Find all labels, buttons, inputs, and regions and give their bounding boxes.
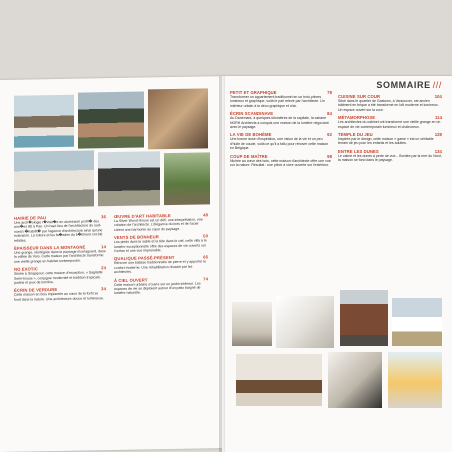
- photo-white-interior: [276, 296, 334, 348]
- book-gutter: [219, 76, 225, 452]
- entry-title: ÉCRIN SCANDINAVE: [230, 111, 274, 117]
- entry-text: Les architectes du cabinet ont transformé une vieille grange en un espace de vie contemporain lumineux et chaleureux.: [338, 120, 441, 129]
- photo-brick-loft: [340, 290, 388, 346]
- photo-house-forest: [78, 91, 144, 148]
- entry-title: CUISINE SUR COUR: [338, 94, 381, 99]
- entry-page: 66: [203, 254, 208, 260]
- entry-text: Situé dans le quartier de Gastown, à Vancouver, cet ancien bâtiment en brique a été transformé en loft moderne et lumineux. Un espace ouvert sur la cour.: [338, 99, 439, 112]
- photo-garden: [164, 152, 210, 205]
- entry-title: À CIEL OUVERT: [114, 277, 148, 283]
- toc-entry[interactable]: [14, 244, 106, 264]
- entry-text: Le calme et les dunes à perte de vue... Bordée par la mer du Nord, la maison se fond dans le paysage.: [338, 153, 442, 163]
- toc-entry[interactable]: [114, 212, 208, 232]
- entry-text: Inspirée par le design, cette maison « game » est un véritable terrain de jeu pour les enfants et les adultes.: [338, 137, 434, 146]
- entry-text: Au Danemark, à quelques kilomètres de la capitale, la cabane NORH Architects a conquis une maison de la lumière négociant avec le paysage.: [230, 116, 329, 130]
- entry-text: Les pieds dans le sable et la tête dans le ciel, cette villa à la lumière exceptionnelle offre des espaces de vie ouverts sur l'océan et une vue imprenable.: [114, 238, 207, 254]
- entry-page: 98: [327, 153, 332, 159]
- sommaire-heading: [376, 80, 442, 90]
- entry-title: HAIRIE DE PAU: [14, 215, 47, 221]
- entry-title: PETIT ET GRAPHIQUE: [230, 90, 277, 95]
- toc-entry[interactable]: [114, 276, 208, 296]
- entry-text: Cette maison urbaine s'ouvre sur un jardin intérieur. Les espaces de vie se déploient autour d'un patio baigné de lumière naturelle.: [114, 281, 201, 296]
- entry-text: Nichée au cœur des bois, cette maison d'architecte offre une vue sur la nature. Résultat : une pièce à vivre ouverte sur l'extérieur.: [230, 158, 331, 168]
- photo-dining-room: [236, 354, 322, 406]
- entry-title: ENTRE LES DUNES: [338, 148, 379, 154]
- right-column-2: [338, 94, 442, 166]
- photo-interior-wood: [148, 88, 208, 149]
- entry-title: ŒUVRE D'ART HABITABLE: [114, 213, 171, 220]
- toc-entry[interactable]: [338, 132, 442, 146]
- right-column-1: [230, 90, 332, 170]
- sommaire-title: SOMMAIRE: [376, 80, 431, 90]
- photo-bathroom: [232, 302, 272, 346]
- entry-title: QUALIQUE PASSÉ-PRÉSENT: [114, 255, 175, 262]
- left-page: [0, 76, 222, 452]
- photo-dunes-house: [392, 298, 442, 346]
- entry-page: 48: [203, 212, 208, 218]
- entry-text: Cette maison en bois implantée au cœur de la forêt se fond dans la nature. Une architecture douce et lumineuse.: [14, 291, 104, 302]
- photo-kids-room: [388, 352, 442, 408]
- entry-text: Située à Singapour, cette maison d'exception, « Sagitatte Semi-house », conjugue modernité et tradition tropicale, jardins et jeux de lumière.: [14, 270, 103, 285]
- entry-page: 104: [434, 94, 442, 99]
- entry-text: Une bonne dose d'inspiration, une vision de la vie et un peu d'huile de coude, voilà ce qu'il a fallu pour rénover cette maison en Belgique.: [230, 137, 329, 151]
- entry-title: NO EXOTIC: [14, 266, 38, 273]
- entry-page: 84: [327, 111, 332, 117]
- photo-modern-facade: [14, 150, 94, 207]
- entry-page: 14: [101, 244, 106, 250]
- photo-dark-house: [98, 151, 160, 206]
- entry-title: MÉTAMORPHOSE: [338, 115, 376, 121]
- toc-entry[interactable]: [114, 255, 208, 275]
- entry-page: 24: [101, 265, 106, 271]
- entry-page: 78: [327, 90, 332, 95]
- toc-entry[interactable]: [338, 94, 442, 112]
- toc-entry[interactable]: [338, 115, 442, 129]
- entry-text: La Silver Wood House est un défi, une interprétation, une création de l'architecte. L'élégance du bois et de l'acier créent une harmonie au cœur du paysage.: [114, 217, 203, 232]
- entry-page: 36: [101, 214, 106, 220]
- entry-page: 74: [203, 276, 208, 282]
- entry-text: Une grange, réintégrée dans le paysage montagnard, dans la vallée de Vars. Cette maison par l'architecte transforme une vieille grange en habitat contemporain.: [14, 249, 106, 264]
- toc-entry[interactable]: [114, 234, 208, 254]
- toc-entry[interactable]: [14, 214, 106, 243]
- entry-title: COUP DE MAÎTRE: [230, 153, 268, 159]
- photo-stairs: [328, 352, 382, 408]
- toc-entry[interactable]: [230, 132, 332, 150]
- entry-page: 92: [327, 132, 332, 138]
- entry-page: 128: [434, 132, 442, 138]
- entry-text: Rénover une bâtisse traditionnelle de pierre et y apporter le confort moderne. Une réhabilitation réussie par les architectes.: [114, 259, 207, 275]
- entry-text: Une arch�ologie r�visit�e en aluminium profil� des ann�es 80 à Pau. Un haut lieu de l'architecture du sud-ouest r�habilit� par l'agence d'architecture ainsi qu'une extension. La toiture et les fa�ades du b�timent ont été refaites.: [14, 219, 103, 243]
- toc-entry[interactable]: [14, 265, 106, 285]
- toc-entry[interactable]: [338, 149, 442, 163]
- entry-title: VENTS DE BONHEUR: [114, 234, 159, 241]
- entry-title: ÉPAISSEUR DANS LA MONTAGNE: [14, 244, 86, 251]
- entry-page: 34: [101, 286, 106, 292]
- toc-entry[interactable]: [230, 90, 332, 108]
- photo-villa-pool: [14, 95, 74, 148]
- sommaire-slashes: ///: [432, 80, 442, 90]
- toc-entry[interactable]: [230, 111, 332, 129]
- toc-entry[interactable]: [14, 287, 106, 302]
- right-page: [222, 76, 452, 452]
- entry-page: 50: [203, 233, 208, 239]
- entry-title: TEMPLE DU JEU: [338, 132, 373, 138]
- left-column-2: [114, 212, 208, 299]
- entry-text: Transformer un appartement traditionnel en un trois-pièces lumineux et graphique, voilà le pari relevé par l'architecte. Un intérieur urbain à la déco graphique et chic.: [230, 95, 325, 108]
- entry-title: ÉCRIN DE VERDURE: [14, 287, 58, 294]
- entry-page: 134: [434, 148, 442, 154]
- entry-page: 114: [434, 115, 442, 121]
- toc-entry[interactable]: [230, 154, 332, 168]
- left-column-1: [14, 214, 106, 305]
- entry-title: LA VIE DE BOHÈME: [230, 132, 272, 138]
